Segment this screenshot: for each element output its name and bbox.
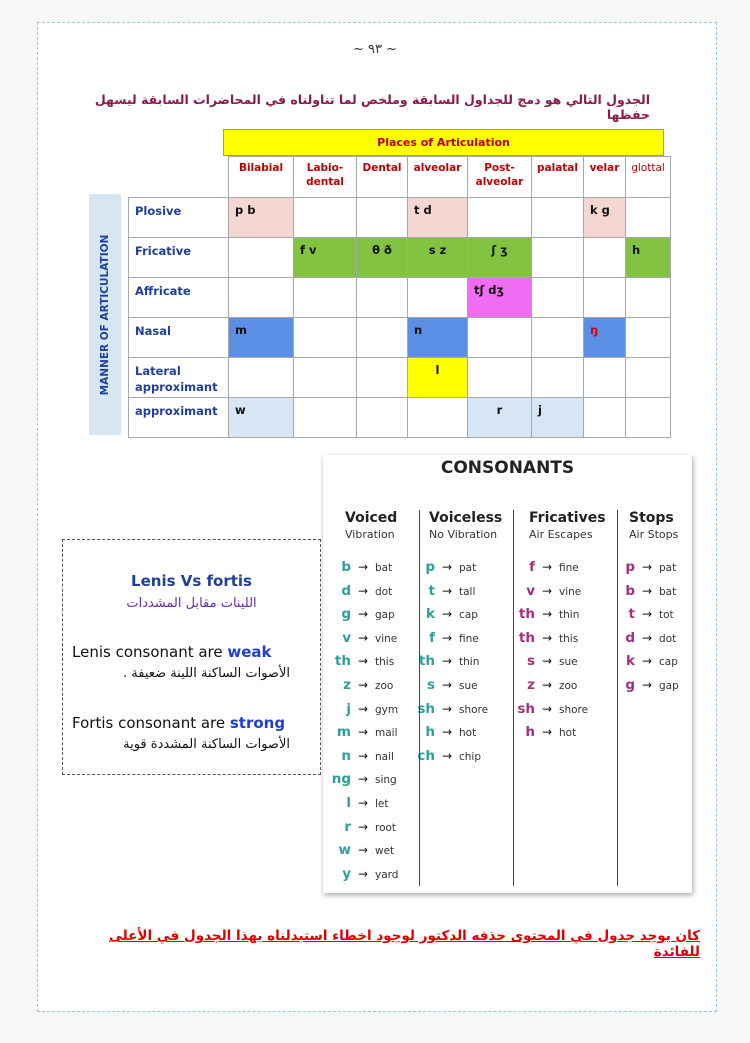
arrow-icon: → (641, 654, 653, 669)
example-word: thin (459, 656, 480, 669)
consonant-sound: k (626, 653, 635, 670)
consonant-sound: p (625, 559, 635, 575)
consonant-sound: m (336, 724, 351, 741)
example-word: cap (659, 656, 678, 669)
table-corner (129, 157, 229, 198)
place-header: palatal (532, 157, 584, 198)
consonant-example (331, 583, 392, 605)
phoneme-cell (626, 358, 671, 398)
consonant-example (415, 677, 478, 699)
arrow-icon: → (357, 748, 369, 763)
phoneme-cell (584, 318, 626, 358)
phoneme-cell (229, 238, 294, 278)
consonant-example (615, 630, 676, 652)
example-word: cap (459, 609, 478, 622)
phoneme-cell (584, 358, 626, 398)
example-word: zoo (375, 680, 394, 692)
place-header: Bilabial (229, 157, 294, 198)
arrow-icon: → (441, 701, 453, 716)
phoneme-cell (229, 278, 294, 318)
phoneme-symbols: tʃ dʒ (474, 283, 504, 297)
example-word: vine (375, 632, 398, 645)
arrow-icon: → (441, 630, 453, 645)
manner-label: Nasal (129, 318, 229, 358)
example-word: fine (559, 562, 579, 574)
consonant-example (515, 559, 579, 581)
phoneme-symbols: r (496, 403, 503, 417)
fortis-prefix: Fortis consonant are (72, 714, 230, 732)
arrow-icon: → (541, 560, 553, 574)
consonant-example (515, 724, 576, 746)
manner-row (129, 278, 671, 318)
column-subheading: No Vibration (429, 528, 498, 541)
page-number: ~ ٩٣ ~ (352, 42, 398, 57)
consonant-example (415, 630, 479, 652)
place-header: Post- alveolar (468, 157, 532, 198)
manner-label: Lateral approximant (129, 358, 229, 398)
arrow-icon: → (541, 654, 553, 669)
consonant-sound: d (625, 629, 635, 646)
arrow-icon: → (357, 583, 369, 598)
consonant-example (331, 677, 393, 699)
phoneme-cell (626, 278, 671, 318)
arrow-icon: → (357, 560, 369, 574)
phoneme-cell (229, 358, 294, 398)
consonant-sound: l (346, 795, 351, 811)
phoneme-symbols: j (538, 403, 542, 417)
arrow-icon: → (541, 725, 553, 740)
phoneme-cell (229, 198, 294, 238)
arrow-icon: → (441, 583, 453, 598)
phoneme-cell (294, 398, 357, 438)
consonant-sound: k (426, 606, 435, 623)
consonant-sound: n (341, 747, 351, 764)
consonant-example (331, 559, 392, 581)
arrow-icon: → (357, 866, 369, 881)
example-word: pat (659, 562, 677, 574)
phoneme-cell (357, 318, 408, 358)
phoneme-cell (468, 238, 532, 278)
example-word: yard (375, 868, 399, 881)
consonant-example (415, 559, 476, 581)
place-header: Labio- dental (294, 157, 357, 198)
phoneme-cell (357, 358, 408, 398)
phoneme-symbols: m (235, 323, 247, 337)
phoneme-cell (294, 278, 357, 318)
arrow-icon: → (641, 678, 653, 692)
phoneme-cell (294, 198, 357, 238)
lenis-definition-arabic: الأصوات الساكنة اللينة ضعيفة . (123, 666, 290, 681)
manner-of-articulation-label: MANNER OF ARTICULATION (99, 234, 111, 395)
consonant-example (331, 630, 397, 652)
column-heading: Fricatives (529, 510, 606, 526)
phoneme-cell (294, 318, 357, 358)
phoneme-cell (468, 398, 532, 438)
phoneme-cell (357, 198, 408, 238)
phoneme-cell (532, 358, 584, 398)
arrow-icon: → (357, 843, 369, 858)
consonant-sound: w (338, 842, 351, 859)
arrow-icon: → (441, 748, 453, 763)
consonant-example (331, 653, 394, 675)
consonants-title: CONSONANTS (440, 458, 575, 478)
column-divider (513, 510, 514, 886)
consonant-sound: ng (331, 771, 351, 788)
manner-row (129, 398, 671, 438)
example-word: root (375, 821, 397, 834)
consonant-sound: v (342, 629, 351, 646)
arrow-icon: → (441, 678, 453, 692)
phoneme-cell (357, 278, 408, 318)
consonant-sound: th (334, 653, 351, 670)
example-word: gap (375, 609, 395, 622)
consonants-panel (323, 455, 692, 893)
example-word: nail (375, 750, 394, 763)
phoneme-cell (408, 318, 468, 358)
consonant-sound: z (527, 677, 535, 693)
consonant-sound: sh (517, 700, 535, 717)
phoneme-symbols: k g (590, 203, 610, 217)
consonant-column-header (429, 510, 502, 541)
example-word: gym (375, 703, 399, 716)
phoneme-symbols: ŋ (590, 323, 599, 337)
consonant-example (415, 724, 476, 746)
phoneme-cell (584, 238, 626, 278)
phoneme-cell (408, 198, 468, 238)
arrow-icon: → (641, 583, 653, 598)
example-word: vine (559, 585, 582, 598)
consonant-sound: th (518, 629, 535, 646)
phoneme-cell (626, 238, 671, 278)
fortis-definition (72, 714, 285, 732)
arrow-icon: → (357, 772, 369, 787)
phoneme-cell (532, 238, 584, 278)
place-header: velar (584, 157, 626, 198)
arrow-icon: → (357, 796, 369, 810)
phoneme-cell (584, 198, 626, 238)
lenis-definition (72, 643, 272, 661)
consonant-sound: v (526, 582, 535, 599)
consonant-example (331, 606, 395, 628)
phoneme-cell (408, 238, 468, 278)
consonant-sound: f (529, 559, 535, 575)
arrow-icon: → (357, 819, 369, 834)
arrow-icon: → (541, 583, 553, 598)
consonant-example (331, 866, 398, 888)
example-word: pat (459, 562, 477, 574)
phoneme-cell (584, 398, 626, 438)
arrow-icon: → (541, 630, 553, 645)
lenis-prefix: Lenis consonant are (72, 643, 228, 661)
consonant-sound: b (625, 582, 635, 599)
arrow-icon: → (357, 725, 369, 740)
example-word: dot (375, 585, 393, 598)
phoneme-cell (468, 358, 532, 398)
phoneme-cell (626, 198, 671, 238)
phoneme-cell (408, 358, 468, 398)
articulation-table (128, 156, 671, 438)
manner-row (129, 238, 671, 278)
consonant-column-header (529, 510, 606, 541)
example-word: hot (559, 727, 577, 740)
manner-of-articulation-bar (89, 194, 121, 435)
phoneme-cell (408, 398, 468, 438)
place-header: Dental (357, 157, 408, 198)
phoneme-cell (468, 318, 532, 358)
phoneme-cell (626, 398, 671, 438)
consonant-example (331, 771, 397, 793)
consonant-sound: s (526, 653, 535, 670)
column-divider (419, 510, 420, 886)
example-word: chip (459, 750, 482, 763)
consonant-sound: p (425, 559, 435, 575)
column-divider (617, 510, 618, 886)
example-word: tot (659, 609, 674, 622)
phoneme-cell (468, 198, 532, 238)
consonant-column-header (345, 510, 397, 541)
manner-label: Plosive (129, 198, 229, 238)
arrow-icon: → (541, 607, 553, 622)
phoneme-cell (357, 398, 408, 438)
consonant-sound: th (418, 653, 435, 670)
arrow-icon: → (357, 630, 369, 645)
phoneme-cell (532, 318, 584, 358)
phoneme-cell (294, 358, 357, 398)
place-header: glottal (626, 157, 671, 198)
column-subheading: Air Escapes (529, 528, 593, 541)
consonant-example (331, 701, 398, 723)
consonant-example (515, 677, 577, 699)
consonant-sound: ch (417, 747, 435, 764)
arrow-icon: → (541, 701, 553, 716)
example-word: thin (559, 609, 580, 622)
phoneme-symbols: θ ð (372, 243, 392, 257)
arrow-icon: → (441, 607, 453, 622)
consonant-example (515, 653, 578, 675)
phoneme-cell (229, 398, 294, 438)
example-word: gap (659, 680, 679, 692)
example-word: sue (559, 656, 578, 669)
consonant-example (515, 583, 581, 605)
phoneme-cell (408, 278, 468, 318)
example-word: sing (375, 774, 397, 787)
lenis-fortis-title: Lenis Vs fortis (131, 572, 252, 590)
arrow-icon: → (357, 701, 369, 716)
consonant-sound: g (341, 606, 351, 623)
arrow-icon: → (541, 678, 553, 692)
arrow-icon: → (441, 725, 453, 740)
phoneme-cell (532, 278, 584, 318)
example-word: this (375, 656, 395, 669)
example-word: tall (459, 585, 476, 598)
manner-label: Fricative (129, 238, 229, 278)
consonant-sound: g (625, 677, 635, 693)
consonant-example (615, 583, 676, 605)
example-word: fine (459, 632, 479, 645)
phoneme-cell (584, 278, 626, 318)
consonant-sound: d (341, 582, 351, 599)
example-word: hot (459, 727, 477, 740)
phoneme-cell (294, 238, 357, 278)
arrow-icon: → (641, 560, 653, 574)
manner-label: Affricate (129, 278, 229, 318)
consonant-example (615, 653, 678, 675)
manner-label: approximant (129, 398, 229, 438)
consonant-example (615, 677, 679, 699)
phoneme-symbols: w (235, 403, 246, 417)
phoneme-cell (229, 318, 294, 358)
consonant-sound: h (425, 724, 435, 741)
example-word: sue (459, 680, 478, 692)
example-word: dot (659, 632, 677, 645)
consonant-example (331, 795, 389, 817)
consonant-example (515, 606, 579, 628)
phoneme-cell (626, 318, 671, 358)
example-word: this (559, 632, 579, 645)
consonant-sound: sh (417, 700, 435, 717)
consonant-sound: r (344, 818, 351, 835)
column-subheading: Air Stops (629, 528, 679, 541)
column-subheading: Vibration (345, 528, 395, 541)
arrow-icon: → (641, 607, 653, 622)
consonant-example (515, 701, 588, 723)
fortis-definition-arabic: الأصوات الساكنة المشددة قوية (123, 737, 290, 752)
consonant-example (331, 842, 394, 864)
column-heading: Voiceless (429, 510, 503, 526)
phoneme-symbols: p b (235, 203, 256, 217)
consonant-example (415, 701, 488, 723)
example-word: shore (559, 703, 589, 716)
manner-row (129, 318, 671, 358)
consonant-example (615, 606, 674, 628)
phoneme-cell (532, 198, 584, 238)
lenis-fortis-box (62, 539, 321, 775)
lenis-fortis-title-arabic: اللينات مقابل المشددات (126, 596, 257, 611)
arrow-icon: → (441, 654, 453, 669)
phoneme-cell (468, 278, 532, 318)
consonant-sound: t (428, 582, 435, 599)
arrow-icon: → (441, 560, 453, 574)
consonant-example (331, 748, 394, 770)
consonant-sound: th (518, 606, 535, 623)
phoneme-cell (532, 398, 584, 438)
example-word: zoo (559, 680, 578, 692)
consonant-example (415, 653, 479, 675)
phoneme-cell (357, 238, 408, 278)
consonant-column-header (629, 510, 678, 541)
example-word: wet (375, 845, 395, 858)
example-word: let (375, 798, 389, 810)
fortis-word: strong (229, 714, 286, 732)
consonant-sound: z (343, 677, 351, 693)
intro-text: الجدول التالي هو دمج للجداول السابقة وملخص لما تناولناه في المحاضرات السابقة ليسهل حفظها (94, 92, 650, 122)
consonant-example (331, 819, 396, 841)
consonant-example (415, 583, 475, 605)
consonant-sound: f (429, 629, 435, 646)
consonant-sound: b (341, 559, 351, 575)
arrow-icon: → (357, 607, 369, 622)
consonant-sound: t (628, 606, 635, 623)
consonant-example (415, 606, 478, 628)
phoneme-symbols: l (435, 363, 440, 377)
example-word: shore (459, 703, 489, 716)
column-heading: Voiced (345, 510, 398, 526)
places-of-articulation-header: Places of Articulation (223, 129, 664, 156)
consonant-sound: y (342, 865, 351, 882)
consonant-example (615, 559, 676, 581)
phoneme-symbols: ʃ ʒ (491, 243, 508, 257)
lenis-word: weak (227, 643, 272, 661)
arrow-icon: → (357, 654, 369, 669)
example-word: mail (375, 727, 398, 740)
place-header: alveolar (408, 157, 468, 198)
consonant-example (331, 724, 398, 746)
manner-row (129, 198, 671, 238)
example-word: bat (659, 585, 677, 598)
manner-row (129, 358, 671, 398)
phoneme-symbols: f v (300, 243, 317, 257)
consonant-sound: j (346, 700, 351, 717)
consonant-sound: h (525, 724, 535, 741)
phoneme-symbols: h (632, 243, 641, 257)
arrow-icon: → (641, 630, 653, 645)
phoneme-symbols: s z (428, 243, 447, 257)
consonant-sound: s (426, 677, 435, 693)
phoneme-symbols: t d (414, 203, 432, 217)
column-heading: Stops (629, 510, 674, 526)
arrow-icon: → (357, 678, 369, 692)
example-word: bat (375, 562, 393, 574)
consonant-example (515, 630, 578, 652)
consonant-example (415, 748, 481, 770)
footer-note: كان يوجد جدول في المحتوى حذفه الدكتور لوجود اخطاء استبدلناه بهذا الجدول في الأعلى للفائدة (109, 928, 700, 960)
phoneme-symbols: n (414, 323, 423, 337)
